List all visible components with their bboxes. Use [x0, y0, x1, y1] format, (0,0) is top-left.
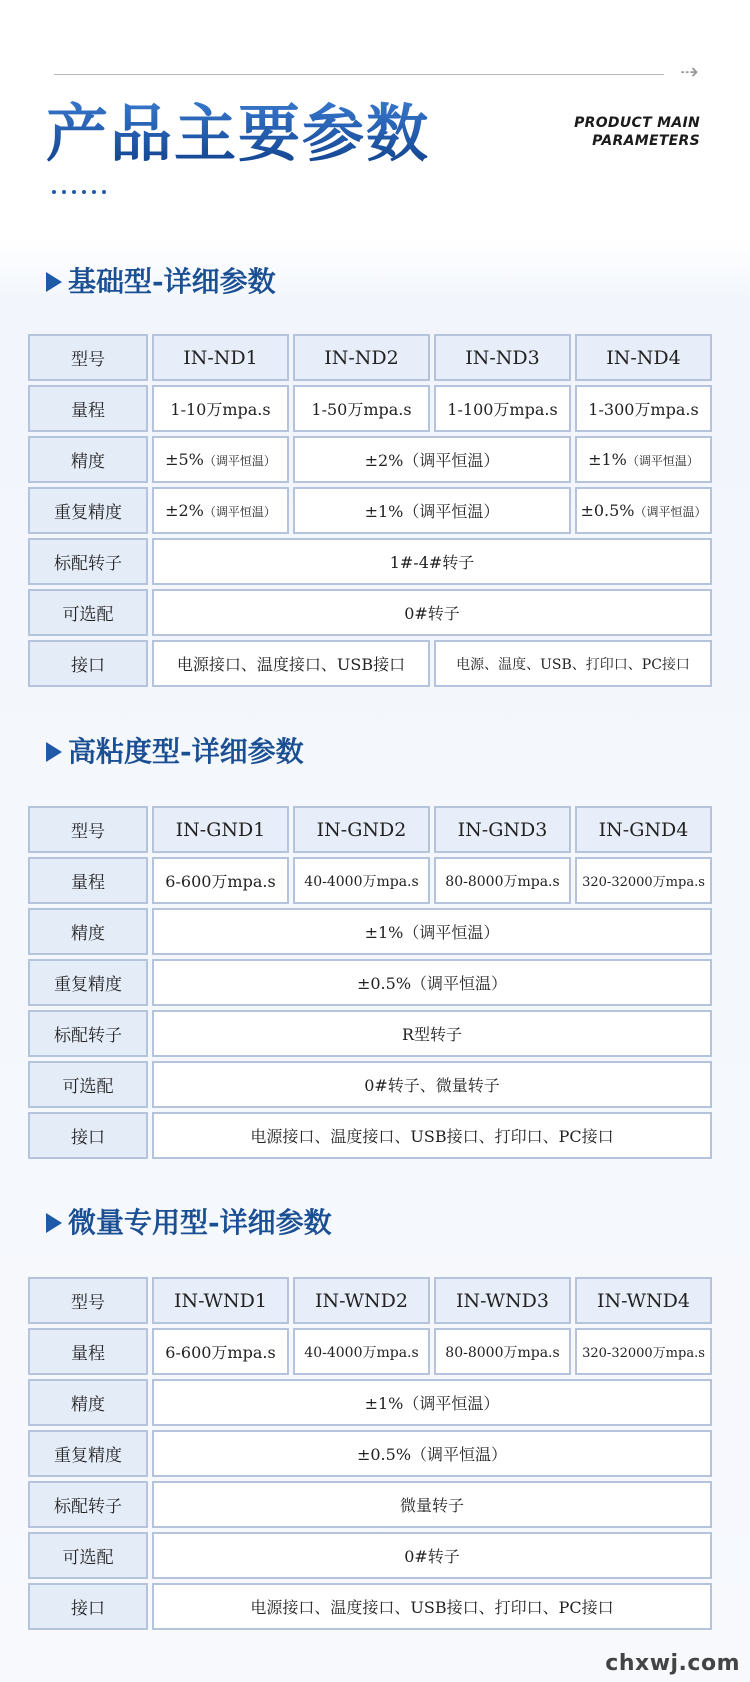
range-cell: 1-300万mpa.s	[575, 385, 712, 432]
row-label: 精度	[28, 908, 148, 955]
interface-cell: 电源接口、温度接口、USB接口、打印口、PC接口	[152, 1583, 712, 1630]
row-label: 标配转子	[28, 538, 148, 585]
row-label: 标配转子	[28, 1481, 148, 1528]
triangle-bullet-icon	[46, 272, 62, 292]
repeat-cell: ±0.5%（调平恒温）	[152, 1430, 712, 1477]
row-label: 可选配	[28, 1532, 148, 1579]
model-cell: IN-WND3	[434, 1277, 571, 1324]
table-row	[28, 1010, 712, 1057]
table-row	[28, 538, 712, 585]
model-cell: IN-GND3	[434, 806, 571, 853]
model-cell: IN-ND3	[434, 334, 571, 381]
table-row	[28, 1532, 712, 1579]
table-row	[28, 1112, 712, 1159]
row-label: 重复精度	[28, 1430, 148, 1477]
optional-cell: 0#转子	[152, 589, 712, 636]
table-row	[28, 589, 712, 636]
range-cell: 1-100万mpa.s	[434, 385, 571, 432]
row-label: 精度	[28, 1379, 148, 1426]
interface-cell: 电源接口、温度接口、USB接口、打印口、PC接口	[152, 1112, 712, 1159]
model-cell: IN-ND1	[152, 334, 289, 381]
model-cell: IN-WND1	[152, 1277, 289, 1324]
optional-cell: 0#转子	[152, 1532, 712, 1579]
section-title: 微量专用型-详细参数	[68, 1206, 332, 1239]
model-cell: IN-WND2	[293, 1277, 430, 1324]
model-cell: IN-WND4	[575, 1277, 712, 1324]
table-row	[28, 1583, 712, 1630]
repeat-cell: ±1%（调平恒温）	[293, 487, 571, 534]
spec-table-basic	[24, 330, 716, 691]
row-label: 接口	[28, 1112, 148, 1159]
row-label: 接口	[28, 1583, 148, 1630]
section-heading-micro	[46, 1205, 332, 1241]
model-cell: IN-ND2	[293, 334, 430, 381]
range-cell: 40-4000万mpa.s	[293, 1328, 430, 1375]
range-cell: 80-8000万mpa.s	[434, 857, 571, 904]
table-row	[28, 959, 712, 1006]
row-label: 重复精度	[28, 487, 148, 534]
accuracy-cell: ±1%（调平恒温）	[152, 1379, 712, 1426]
row-label: 重复精度	[28, 959, 148, 1006]
accuracy-cell: ±5%（调平恒温）	[152, 436, 289, 483]
table-row	[28, 334, 712, 381]
accuracy-cell: ±1%（调平恒温）	[152, 908, 712, 955]
table-row	[28, 1061, 712, 1108]
rotor-cell: 微量转子	[152, 1481, 712, 1528]
table-row	[28, 908, 712, 955]
range-cell: 320-32000万mpa.s	[575, 1328, 712, 1375]
section-title: 高粘度型-详细参数	[68, 735, 304, 768]
row-label: 标配转子	[28, 1010, 148, 1057]
range-cell: 6-600万mpa.s	[152, 857, 289, 904]
repeat-cell: ±0.5%（调平恒温）	[152, 959, 712, 1006]
header-divider-line	[54, 74, 664, 75]
table-row	[28, 1277, 712, 1324]
interface-cell: 电源、温度、USB、打印口、PC接口	[434, 640, 712, 687]
watermark: chxwj.com	[605, 1651, 740, 1676]
table-row	[28, 487, 712, 534]
model-cell: IN-GND2	[293, 806, 430, 853]
model-cell: IN-GND1	[152, 806, 289, 853]
range-cell: 40-4000万mpa.s	[293, 857, 430, 904]
subtitle-line-2: PARAMETERS	[592, 133, 700, 149]
range-cell: 1-10万mpa.s	[152, 385, 289, 432]
spec-table-high-viscosity	[24, 802, 716, 1163]
page-subtitle	[574, 114, 700, 150]
row-label: 精度	[28, 436, 148, 483]
table-row	[28, 1481, 712, 1528]
row-label: 可选配	[28, 1061, 148, 1108]
repeat-cell: ±0.5%（调平恒温）	[575, 487, 712, 534]
row-label: 量程	[28, 385, 148, 432]
spec-table-micro	[24, 1273, 716, 1634]
table-row	[28, 806, 712, 853]
range-cell: 6-600万mpa.s	[152, 1328, 289, 1375]
model-cell: IN-GND4	[575, 806, 712, 853]
model-cell: IN-ND4	[575, 334, 712, 381]
table-row	[28, 640, 712, 687]
decorative-dots	[52, 190, 106, 194]
table-row	[28, 1379, 712, 1426]
triangle-bullet-icon	[46, 1213, 62, 1233]
triangle-bullet-icon	[46, 742, 62, 762]
table-row	[28, 1328, 712, 1375]
optional-cell: 0#转子、微量转子	[152, 1061, 712, 1108]
table-row	[28, 385, 712, 432]
chevron-right-icon: ⇢	[680, 60, 699, 85]
row-label: 接口	[28, 640, 148, 687]
section-heading-basic	[46, 264, 276, 300]
section-heading-high-viscosity	[46, 734, 304, 770]
table-row	[28, 436, 712, 483]
accuracy-cell: ±1%（调平恒温）	[575, 436, 712, 483]
rotor-cell: R型转子	[152, 1010, 712, 1057]
page-title: 产品主要参数	[46, 97, 431, 170]
row-label: 型号	[28, 806, 148, 853]
interface-cell: 电源接口、温度接口、USB接口	[152, 640, 430, 687]
row-label: 型号	[28, 334, 148, 381]
range-cell: 320-32000万mpa.s	[575, 857, 712, 904]
row-label: 可选配	[28, 589, 148, 636]
accuracy-cell: ±2%（调平恒温）	[293, 436, 571, 483]
range-cell: 80-8000万mpa.s	[434, 1328, 571, 1375]
range-cell: 1-50万mpa.s	[293, 385, 430, 432]
subtitle-line-1: PRODUCT MAIN	[574, 115, 700, 131]
rotor-cell: 1#-4#转子	[152, 538, 712, 585]
row-label: 量程	[28, 1328, 148, 1375]
row-label: 量程	[28, 857, 148, 904]
row-label: 型号	[28, 1277, 148, 1324]
section-title: 基础型-详细参数	[68, 265, 276, 298]
table-row	[28, 1430, 712, 1477]
repeat-cell: ±2%（调平恒温）	[152, 487, 289, 534]
table-row	[28, 857, 712, 904]
